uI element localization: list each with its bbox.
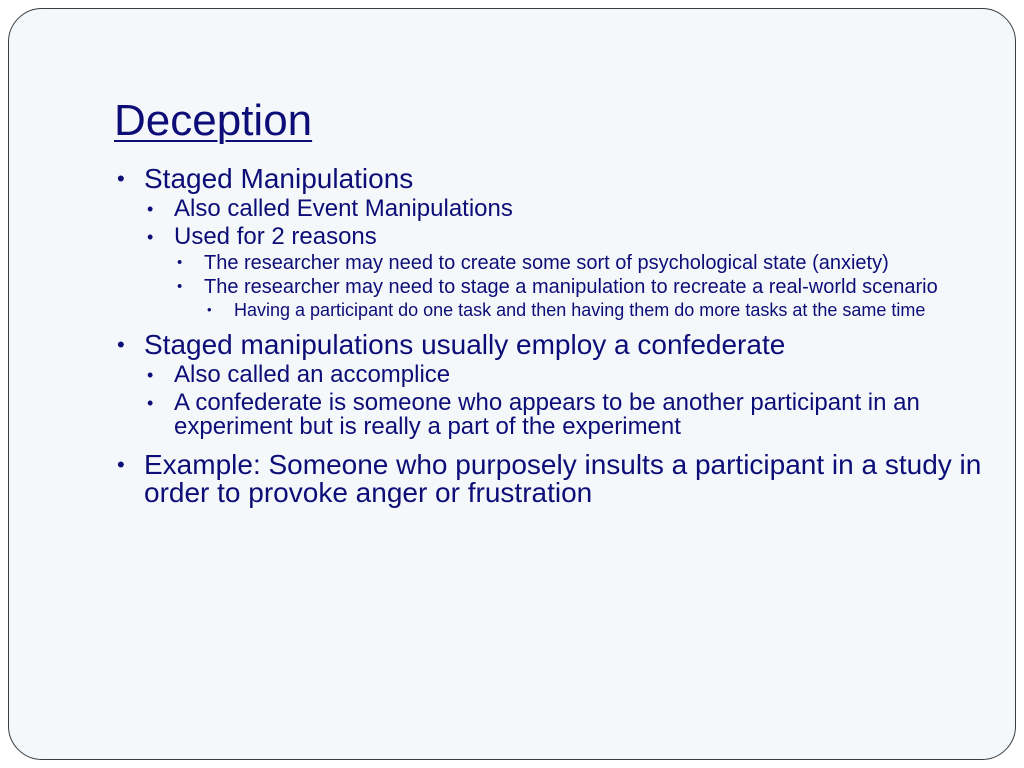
bullet-item <box>114 451 984 507</box>
sub-bullet-text: • A confederate is someone who appears to be another participant in an experiment but is really a part of the experiment <box>174 389 920 440</box>
sub-bullet-text: • Also called an accomplice <box>174 361 451 388</box>
sub-bullet-list <box>144 363 984 439</box>
sub-sub-bullet-list <box>174 253 984 319</box>
slide <box>8 8 1016 760</box>
sub-bullet-item <box>144 197 984 221</box>
sub-sub-bullet-text: • The researcher may need to create some sort of psychological state (anxiety) <box>204 252 889 274</box>
level-4-bullet-list <box>204 301 984 319</box>
bullet-text: • Staged manipulations usually employ a confederate <box>144 329 786 360</box>
bullet-text: • Staged Manipulations <box>144 163 414 194</box>
bullet-item <box>114 331 984 439</box>
level-4-bullet-item <box>204 301 984 319</box>
sub-sub-bullet-item <box>174 253 984 273</box>
bullet-list <box>114 165 984 507</box>
slide-content <box>114 159 984 507</box>
slide-title: Deception <box>114 96 313 145</box>
level-4-bullet-text: • Having a participant do one task and then having them do more tasks at the same time <box>234 300 926 320</box>
sub-bullet-text: • Used for 2 reasons <box>174 223 377 250</box>
sub-bullet-item <box>144 225 984 319</box>
sub-sub-bullet-item <box>174 277 984 319</box>
sub-bullet-item <box>144 363 984 387</box>
bullet-item <box>114 165 984 319</box>
bullet-text: • Example: Someone who purposely insults a participant in a study in order to provoke anger or frustration <box>144 449 982 508</box>
sub-sub-bullet-text: • The researcher may need to stage a manipulation to recreate a real-world scenario <box>204 276 938 298</box>
sub-bullet-text: • Also called Event Manipulations <box>174 195 513 222</box>
sub-bullet-item <box>144 391 984 439</box>
sub-bullet-list <box>144 197 984 319</box>
